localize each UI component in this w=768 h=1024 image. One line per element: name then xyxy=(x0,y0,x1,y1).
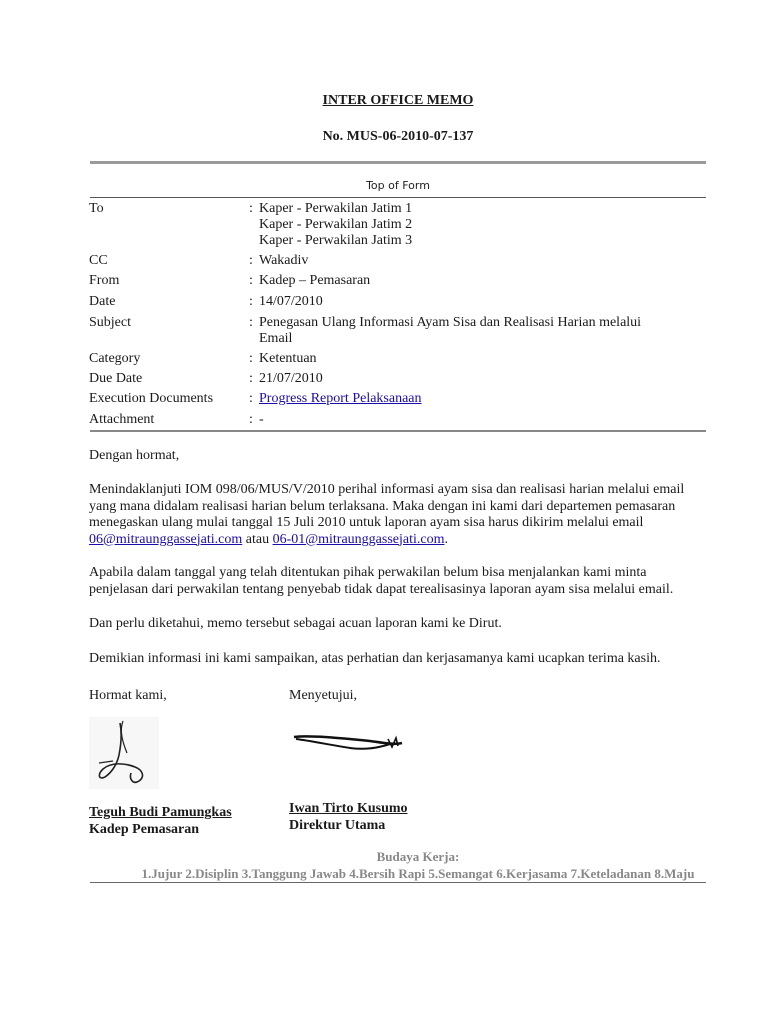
field-value: Ketentuan xyxy=(259,351,317,366)
right-signature-heading: Menyetujui, xyxy=(289,688,358,703)
email-link-1[interactable]: 06@mitraunggassejati.com xyxy=(89,531,243,547)
field-value: 21/07/2010 xyxy=(259,371,323,386)
field-value xyxy=(259,201,659,249)
memo-number: No. MUS-06-2010-07-137 xyxy=(322,129,474,144)
field-label: From xyxy=(89,273,120,288)
field-value: Kadep – Pemasaran xyxy=(259,273,371,288)
recipient-1: Kaper - Perwakilan Jatim 1 xyxy=(259,201,413,216)
paragraph-1 xyxy=(89,482,709,548)
paragraph-1-line-1: Menindaklanjuti IOM 098/06/MUS/V/2010 perihal informasi ayam sisa dan realisasi harian melalui email xyxy=(89,482,685,497)
paragraph-2 xyxy=(89,565,709,598)
left-signature-heading: Hormat kami, xyxy=(89,688,167,703)
paragraph-2-line-2: penjelasan dari perwakilan tentang penyebab tidak dapat terealisasinya laporan ayam sisa melalui email. xyxy=(89,581,674,597)
field-label: Due Date xyxy=(89,371,143,386)
footer-rule xyxy=(90,882,706,883)
sentence-end: . xyxy=(444,531,448,547)
field-value: 14/07/2010 xyxy=(259,294,323,309)
field-colon: : xyxy=(249,201,253,216)
field-value xyxy=(259,391,659,407)
greeting: Dengan hormat, xyxy=(89,448,180,463)
subject-line-2: Email xyxy=(259,331,293,346)
email-link-2[interactable]: 06-01@mitraunggassejati.com xyxy=(272,531,445,547)
paragraph-1-line-2: yang mana didalam realisasi harian belum terlaksana. Maka dengan ini kami dari departemen pemasaran xyxy=(89,498,676,514)
field-colon: : xyxy=(249,371,253,386)
paragraph-4: Demikian informasi ini kami sampaikan, atas perhatian dan kerjasamanya kami ucapkan terima kasih. xyxy=(89,651,661,666)
field-label: Subject xyxy=(89,315,131,330)
connector-text: atau xyxy=(242,531,273,547)
field-colon: : xyxy=(249,315,253,330)
recipient-2: Kaper - Perwakilan Jatim 2 xyxy=(259,217,413,232)
field-value: - xyxy=(259,412,264,427)
right-signature-image xyxy=(290,729,408,755)
field-colon: : xyxy=(249,412,253,427)
field-label: Date xyxy=(89,294,116,309)
right-signatory-name: Iwan Tirto Kusumo xyxy=(289,801,408,816)
left-signatory-title: Kadep Pemasaran xyxy=(89,822,200,837)
left-signatory-name: Teguh Budi Pamungkas xyxy=(89,805,232,820)
left-signatory xyxy=(89,804,232,838)
field-colon: : xyxy=(249,294,253,309)
header-divider xyxy=(90,161,706,164)
left-signature-image xyxy=(89,717,159,789)
field-label: Execution Documents xyxy=(89,391,214,406)
field-value xyxy=(259,315,659,347)
subject-line-1: Penegasan Ulang Informasi Ayam Sisa dan Realisasi Harian melalui xyxy=(259,315,642,330)
footer-title: Budaya Kerja: xyxy=(376,849,460,864)
right-signatory xyxy=(289,800,408,834)
field-colon: : xyxy=(249,273,253,288)
paragraph-2-line-1: Apabila dalam tanggal yang telah ditentukan pihak perwakilan belum bisa menjalankan kami minta xyxy=(89,565,647,580)
field-label: Category xyxy=(89,351,141,366)
field-value: Wakadiv xyxy=(259,253,309,268)
field-colon: : xyxy=(249,253,253,268)
recipient-3: Kaper - Perwakilan Jatim 3 xyxy=(259,233,413,248)
form-bottom-rule xyxy=(90,430,706,432)
field-label: To xyxy=(89,201,104,216)
paragraph-1-line-3: menegaskan ulang mulai tanggal 15 Juli 2010 untuk laporan ayam sisa harus dikirim melalui email xyxy=(89,515,644,530)
field-label: Attachment xyxy=(89,412,155,427)
field-label: CC xyxy=(89,253,108,268)
top-of-form-label: Top of Form xyxy=(366,179,430,192)
memo-title: INTER OFFICE MEMO xyxy=(322,93,474,108)
progress-report-link[interactable]: Progress Report Pelaksanaan xyxy=(259,391,422,406)
form-top-rule xyxy=(90,197,706,198)
paragraph-3: Dan perlu diketahui, memo tersebut sebagai acuan laporan kami ke Dirut. xyxy=(89,616,502,631)
field-colon: : xyxy=(249,391,253,406)
paragraph-1-line-4 xyxy=(89,532,709,549)
right-signatory-title: Direktur Utama xyxy=(289,818,386,833)
footer-values: 1.Jujur 2.Disiplin 3.Tanggung Jawab 4.Bersih Rapi 5.Semangat 6.Kerjasama 7.Keteladanan 8.Maju xyxy=(141,866,695,881)
field-colon: : xyxy=(249,351,253,366)
